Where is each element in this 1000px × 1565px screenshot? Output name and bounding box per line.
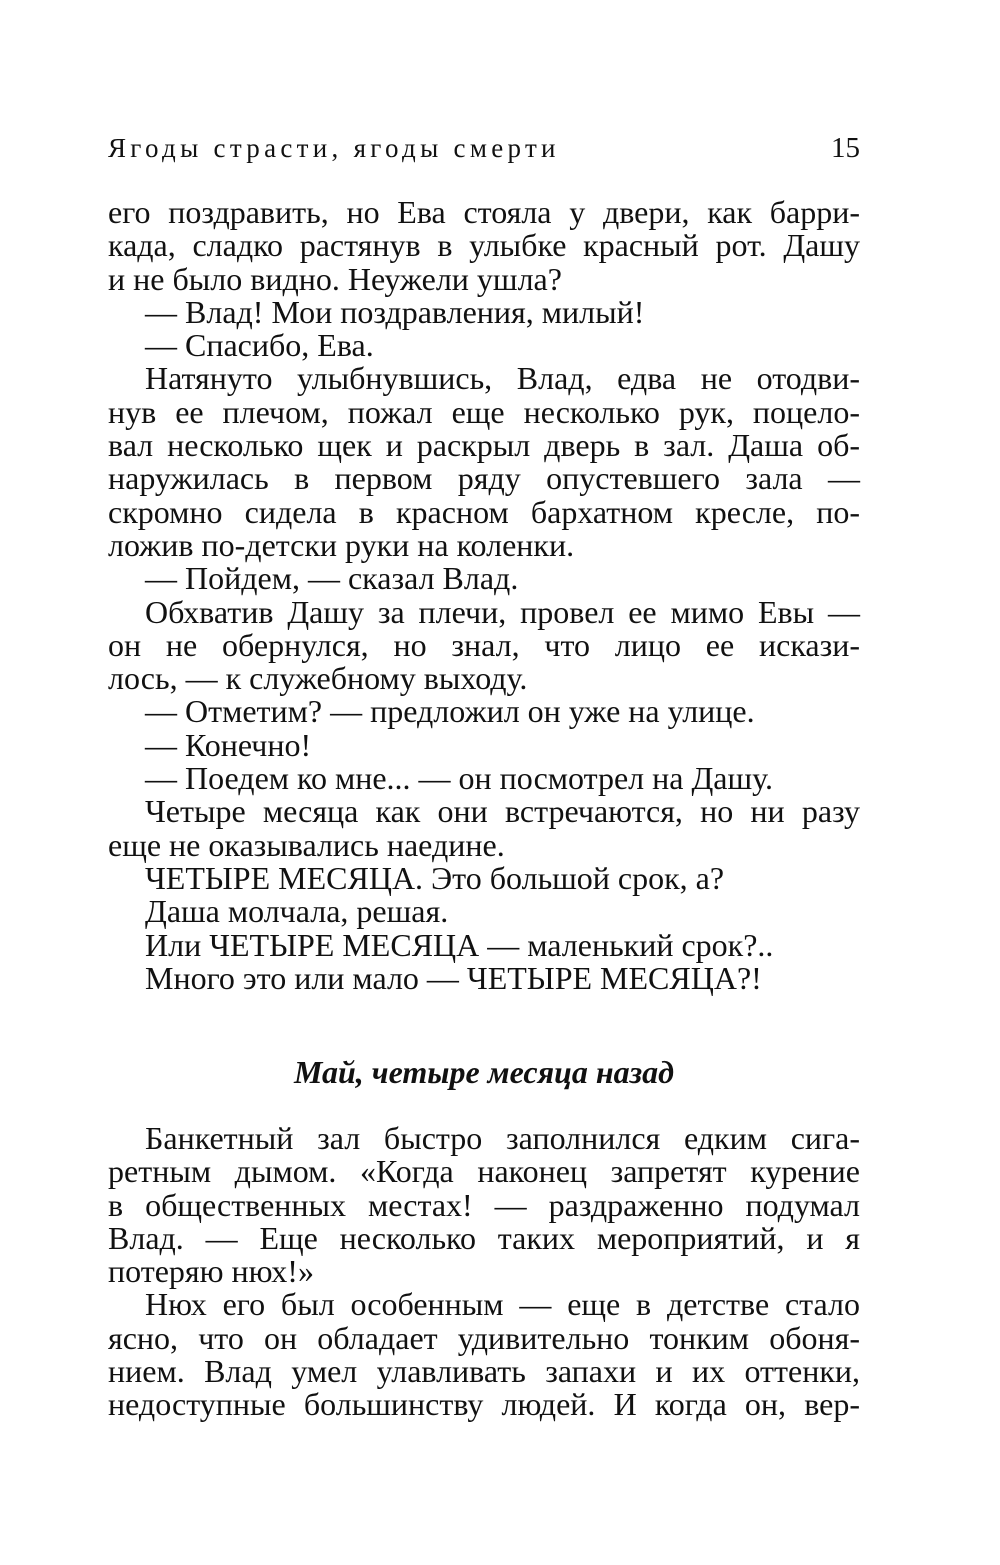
text-line: Четыре месяца как они встречаются, но ни разу xyxy=(145,793,860,830)
page-number: 15 xyxy=(831,132,860,164)
text-line: потеряю нюх!» xyxy=(108,1253,314,1290)
text-line: нув ее плечом, пожал еще несколько рук, поцело- xyxy=(108,393,860,430)
text-line: он не обернулся, но знал, что лицо ее искази- xyxy=(108,626,860,663)
text-line: — Пойдем, — сказал Влад. xyxy=(145,560,519,597)
text-line: скромно сидела в красном бархатном кресле, по- xyxy=(108,493,860,530)
text-line: ретным дымом. «Когда наконец запретят курение xyxy=(108,1153,860,1190)
text-line: его поздравить, но Ева стояла у двери, как барри- xyxy=(108,194,860,230)
text-line: — Отметим? — предложил он уже на улице. xyxy=(145,693,755,730)
text-line: Нюх его был особенным — еще в детстве стало xyxy=(145,1286,860,1323)
text-line: вал несколько щек и раскрыл дверь в зал. Даша об- xyxy=(108,427,860,464)
text-line: Натянуто улыбнувшись, Влад, едва не отодви- xyxy=(145,360,860,397)
text-line: Обхватив Дашу за плечи, провел ее мимо Евы — xyxy=(145,593,860,630)
text-line: Или ЧЕТЫРЕ МЕСЯЦА — маленький срок?.. xyxy=(145,926,774,963)
chapter-heading: Май, четыре месяца назад xyxy=(294,1054,674,1090)
text-line: Много это или мало — ЧЕТЫРЕ МЕСЯЦА?! xyxy=(145,959,762,996)
text-line: — Поедем ко мне... — он посмотрел на Дашу. xyxy=(145,760,773,797)
text-line: ЧЕТЫРЕ МЕСЯЦА. Это большой срок, а? xyxy=(145,859,725,896)
text-line: и не было видно. Неужели ушла? xyxy=(108,260,562,297)
text-line: Банкетный зал быстро заполнился едким сига- xyxy=(145,1120,860,1156)
text-line: када, сладко растянув в улыбке красный рот. Дашу xyxy=(108,227,860,264)
running-title: Ягоды страсти, ягоды смерти xyxy=(108,133,560,163)
text-line: в общественных местах! — раздраженно подумал xyxy=(108,1186,860,1223)
chapter-text xyxy=(108,1122,860,1422)
text-line: — Конечно! xyxy=(145,726,312,763)
text-line: недоступные большинству людей. И когда он, вер- xyxy=(108,1386,860,1423)
text-line: ложив по-детски руки на коленки. xyxy=(108,526,575,563)
text-line: наружилась в первом ряду опустевшего зала — xyxy=(108,460,860,497)
text-line: нием. Влад умел улавливать запахи и их оттенки, xyxy=(108,1353,860,1390)
body-text xyxy=(108,196,860,995)
text-line: ясно, что он обладает удивительно тонким обоня- xyxy=(108,1319,860,1356)
text-line: лось, — к служебному выходу. xyxy=(108,660,528,697)
text-line: — Влад! Мои поздравления, милый! xyxy=(145,293,645,330)
text-line: — Спасибо, Ева. xyxy=(145,327,374,364)
running-header xyxy=(108,128,860,168)
text-line: Даша молчала, решая. xyxy=(145,893,449,930)
text-line: еще не оказывались наедине. xyxy=(108,826,505,863)
text-line: Влад. — Еще несколько таких мероприятий, и я xyxy=(108,1219,860,1256)
